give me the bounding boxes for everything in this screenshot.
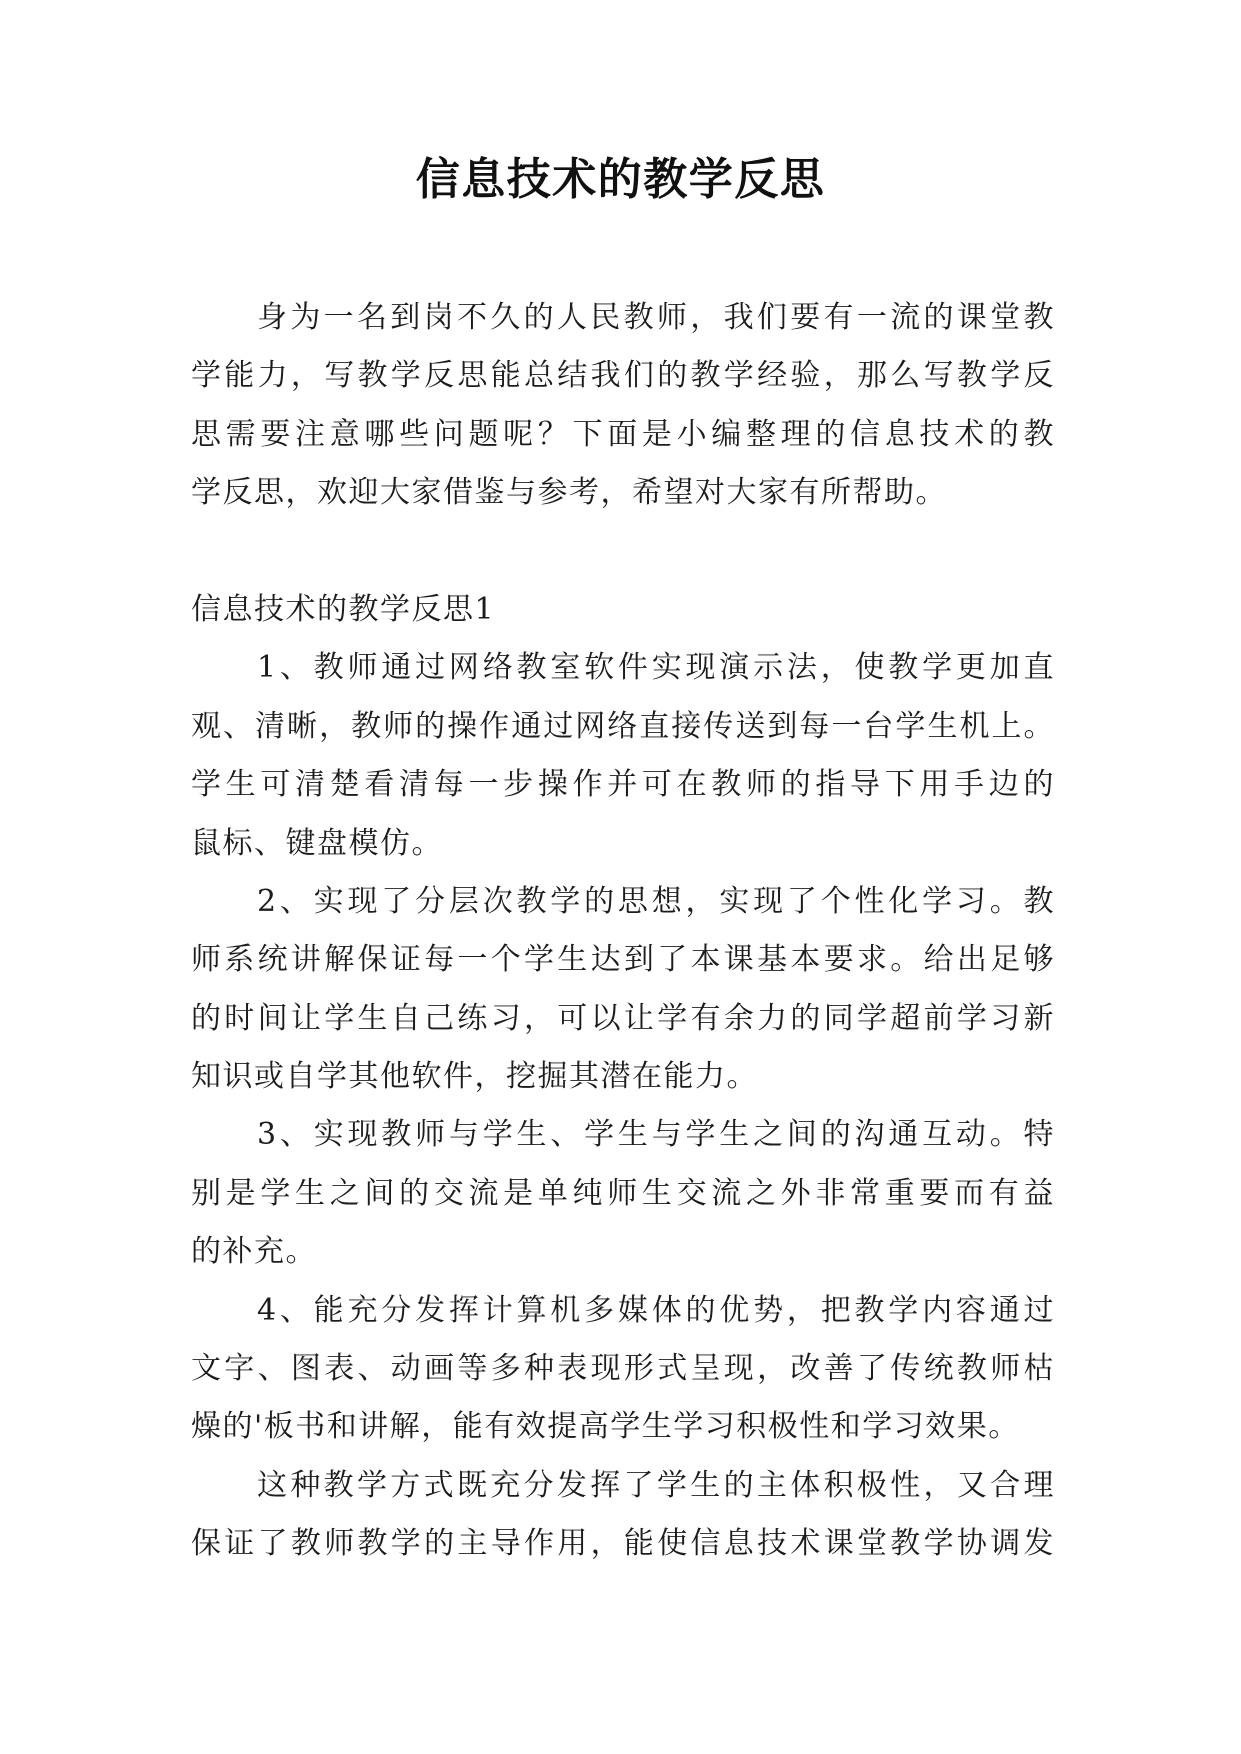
item-line: 学生可清楚看清每一步操作并可在教师的指导下用手边的 (191, 767, 1055, 803)
intro-line: 思需要注意哪些问题呢？下面是小编整理的信息技术的教 (191, 416, 1055, 452)
item-line: 别是学生之间的交流是单纯师生交流之外非常重要而有益 (191, 1175, 1055, 1211)
item-line: 观、清晰，教师的操作通过网络直接传送到每一台学生机上。 (191, 708, 1055, 744)
item-line: 2、实现了分层次教学的思想，实现了个性化学习。教 (257, 883, 1055, 919)
document-title: 信息技术的教学反思 (415, 154, 826, 205)
intro-line: 学反思，欢迎大家借鉴与参考，希望对大家有所帮助。 (191, 475, 947, 511)
item-line: 鼠标、键盘模仿。 (191, 825, 443, 861)
closing-line: 保证了教师教学的主导作用，能使信息技术课堂教学协调发 (191, 1526, 1055, 1562)
document-body (191, 289, 1055, 1574)
item-line: 3、实现教师与学生、学生与学生之间的沟通互动。特 (257, 1117, 1055, 1153)
reflection-item-2 (191, 873, 1055, 1107)
item-line: 师系统讲解保证每一个学生达到了本课基本要求。给出足够 (191, 942, 1055, 978)
reflection-item-1 (191, 639, 1055, 873)
closing-paragraph (191, 1457, 1055, 1574)
item-line: 的补充。 (191, 1234, 317, 1270)
item-line: 4、能充分发挥计算机多媒体的优势，把教学内容通过 (257, 1292, 1055, 1328)
closing-line: 这种教学方式既充分发挥了学生的主体积极性，又合理 (257, 1467, 1055, 1503)
section-heading: 信息技术的教学反思1 (191, 591, 496, 627)
intro-line: 学能力，写教学反思能总结我们的教学经验，那么写教学反 (191, 358, 1055, 394)
item-line: 文字、图表、动画等多种表现形式呈现，改善了传统教师枯 (191, 1351, 1055, 1387)
paragraph-spacer (191, 523, 1055, 581)
item-line: 知识或自学其他软件，挖掘其潜在能力。 (191, 1059, 758, 1095)
item-line: 1、教师通过网络教室软件实现演示法，使教学更加直 (257, 650, 1055, 686)
reflection-item-4 (191, 1282, 1055, 1457)
intro-paragraph (191, 289, 1055, 523)
item-line: 燥的'板书和讲解，能有效提高学生学习积极性和学习效果。 (191, 1409, 1020, 1445)
item-line: 的时间让学生自己练习，可以让学有余力的同学超前学习新 (191, 1000, 1055, 1036)
reflection-item-3 (191, 1106, 1055, 1281)
intro-line: 身为一名到岗不久的人民教师，我们要有一流的课堂教 (257, 300, 1055, 335)
